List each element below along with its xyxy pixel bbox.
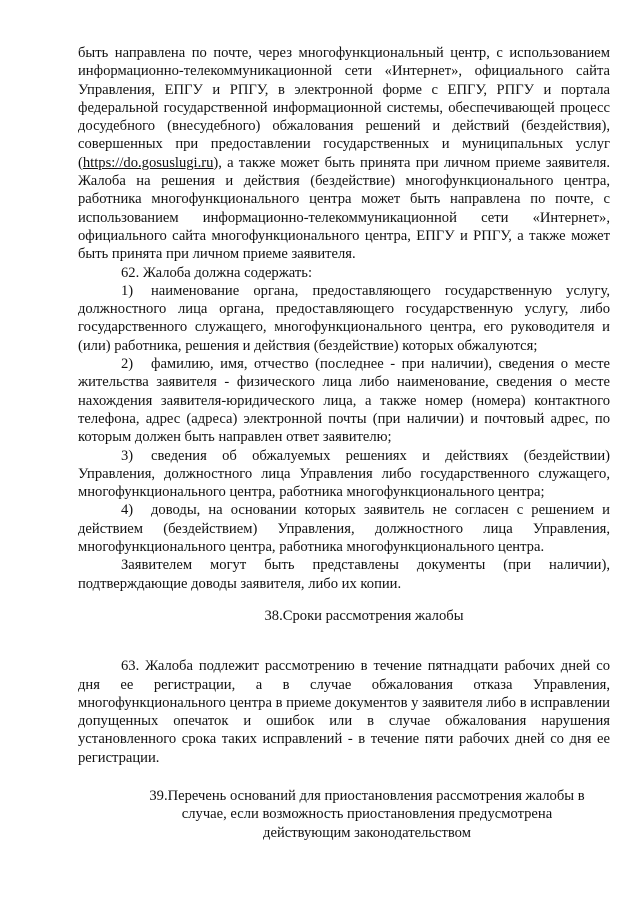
list-item-number: 4) xyxy=(121,502,134,519)
list-item-number: 3) xyxy=(121,447,134,464)
intro-paragraph xyxy=(78,44,610,264)
documents-note: Заявителем могут быть представлены документы (при наличии), подтверждающие доводы заявителя, либо их копии. xyxy=(78,557,610,592)
list-item-text: сведения об обжалуемых решениях и действиях (бездействии) Управления, должностного лица Управления либо государственного служащего, многофункционального центра, работника многофункционального центра; xyxy=(78,447,610,501)
section-39-heading: 39.Перечень оснований для приостановления рассмотрения жалобы в случае, если возможность приостановления предусмотрена действующим законодательством xyxy=(149,787,585,841)
paragraph-62: 62. Жалоба должна содержать: xyxy=(121,264,312,281)
list-item-number: 2) xyxy=(121,356,134,373)
intro-text-part2: ), а также может быть принята при личном приеме заявителя. Жалоба на решения и действия (бездействие) многофункционального центра, работника многофункционального центра может быть направлена по почте, с использованием информационно-телекоммуникационной сети «Интернет», официального сайта многофункционального центра, ЕПГУ и РПГУ, а также может быть принята при личном приеме заявителя. xyxy=(78,154,610,263)
list-item-3 xyxy=(78,447,610,502)
list-item-2 xyxy=(78,355,610,446)
list-item-text: фамилию, имя, отчество (последнее - при наличии), сведения о месте жительства заявителя - физического лица либо наименование, сведения о месте нахождения заявителя-юридического лица, а также номер (номера) контактного телефона, адрес (адреса) электронной почты (при наличии) и почтовый адрес, по которым должен быть направлен ответ заявителю; xyxy=(78,356,610,446)
list-item-1 xyxy=(78,282,610,355)
gosuslugi-link[interactable]: https://do.gosuslugi.ru xyxy=(82,154,214,171)
intro-text-part1: быть направлена по почте, через многофункциональный центр, с использованием информационно-телекоммуникационной сети «Интернет», официального сайта Управления, ЕПГУ и РПГУ, в электронной форме с ЕПГУ, РПГУ и портала федеральной государственной информационной системы, обеспечивающей процесс досудебного (внесудебного) обжалования решений и действий (бездействия), совершенных при предоставлении государственных и муниципальных услуг ( xyxy=(78,45,610,171)
document-page xyxy=(78,44,610,842)
list-item-text: наименование органа, предоставляющего государственную услугу, должностного лица органа, предоставляющего государственную услугу, либо государственного служащего, многофункционального центра, его руководителя и (или) работника, решения и действия (бездействие) которых обжалуются; xyxy=(78,282,610,354)
list-item-number: 1) xyxy=(121,282,134,299)
paragraph-63: 63. Жалоба подлежит рассмотрению в течение пятнадцати рабочих дней со дня ее регистрации, а в случае обжалования отказа Управления, многофункционального центра в приеме документов у заявителя либо в исправлении допущенных опечаток и ошибок или в случае обжалования нарушения установленного срока таких исправлений - в течение пяти рабочих дней со дня ее регистрации. xyxy=(78,658,610,766)
list-item-4 xyxy=(78,501,610,556)
list-item-text: доводы, на основании которых заявитель не согласен с решением и действием (бездействием) Управления, должностного лица Управления, многофункционального центра, работника многофункционального центра. xyxy=(78,502,610,556)
section-38-heading: 38.Сроки рассмотрения жалобы xyxy=(264,607,464,624)
